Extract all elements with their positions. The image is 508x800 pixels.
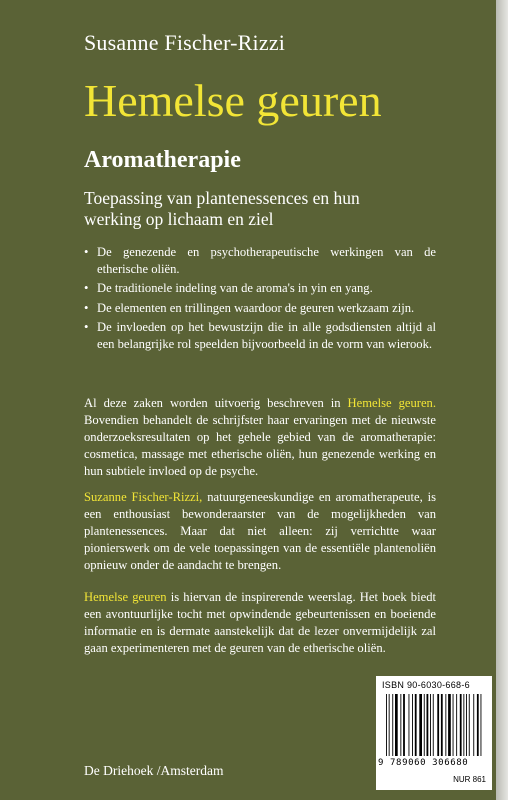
- ean-digits: 9 789060 306680: [378, 758, 469, 768]
- nur-code: NUR 861: [453, 775, 486, 784]
- closing-paragraph: [84, 589, 436, 657]
- author-name: Susanne Fischer-Rizzi: [84, 30, 286, 55]
- barcode-image: [386, 694, 484, 756]
- list-item: • De elementen en trillingen waardoor de geuren werkzaam zijn.: [84, 300, 436, 317]
- feature-list: [84, 244, 436, 355]
- paragraph-text: is hiervan de inspirerende weerslag. Het boek biedt een avontuurlijke tocht met opwindende gebeurtenissen en boeiende informatie en is dermate aanstekelijk dat de lezer onvermijdelijk zal gaan experimenteren met de geuren van de etherische oliën.: [84, 590, 436, 655]
- paragraph-text: Bovendien behandelt de schrijfster haar ervaringen met de nieuwste onderzoeksresultaten op het gehele gebied van de aromatherapie: cosmetica, massage met etherische oliën, hun genezende werking en hun subtiele invloed op de psyche.: [84, 413, 436, 478]
- tagline: Toepassing van plantenessences en hun werking op lichaam en ziel: [84, 188, 360, 229]
- author-bio-paragraph: [84, 489, 436, 574]
- description-paragraph: [84, 395, 436, 480]
- paragraph-text: Al deze zaken worden uitvoerig beschreven in: [84, 396, 348, 410]
- isbn-number: ISBN 90-6030-668-6: [382, 680, 470, 690]
- book-title: Hemelse geuren: [84, 75, 382, 126]
- paragraph-text: natuurgeneeskundige en aromatherapeute, is een enthousiast bewonderaarster van de mogelijkheden van plantenessences. Maar dat niet alleen: zij verrichtte waar pionierswerk om de vele toepassingen van de essentiële plantenoliën opnieuw onder de aandacht te brengen.: [84, 490, 437, 572]
- publisher-imprint: De Driehoek /Amsterdam: [84, 763, 224, 778]
- highlighted-author: Suzanne Fischer-Rizzi,: [84, 490, 203, 504]
- highlighted-title: Hemelse geuren: [84, 590, 167, 604]
- list-item: • De invloeden op het bewustzijn die in alle godsdiensten altijd al een belangrijke rol speelden bijvoorbeeld in de vorm van wierook.: [84, 319, 436, 352]
- barcode-label: [376, 676, 492, 790]
- list-item: • De traditionele indeling van de aroma's in yin en yang.: [84, 280, 436, 297]
- book-subtitle: Aromatherapie: [84, 147, 241, 173]
- list-item: • De genezende en psychotherapeutische werkingen van de etherische oliën.: [84, 244, 436, 277]
- highlighted-title: Hemelse geuren.: [347, 396, 436, 410]
- page-edge: [496, 0, 508, 800]
